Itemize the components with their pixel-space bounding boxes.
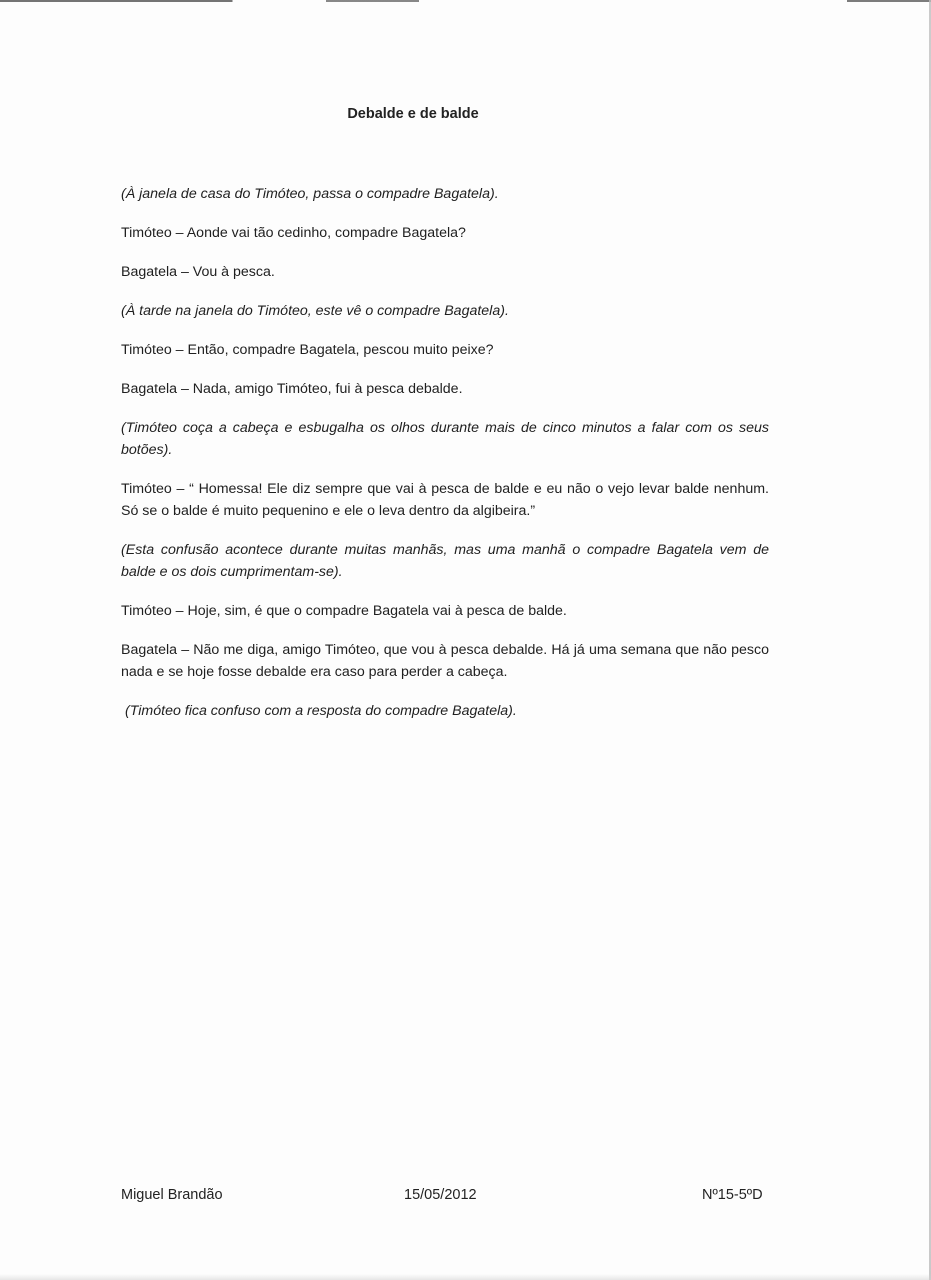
stage-direction: (À janela de casa do Timóteo, passa o compadre Bagatela). — [121, 186, 499, 202]
dialogue-line: Bagatela – Vou à pesca. — [121, 264, 275, 280]
stage-direction: (Esta confusão acontece durante muitas manhãs, mas uma manhã o compadre Bagatela vem de balde e os dois cumprimentam-se). — [121, 542, 769, 580]
scan-edge-bottom — [0, 1274, 931, 1280]
dialogue-line: Timóteo – “ Homessa! Ele diz sempre que vai à pesca de balde e eu não o vejo levar balde nenhum. Só se o balde é muito pequenino e ele o leva dentro da algibeira.” — [121, 481, 769, 519]
footer-class-number: Nº15-5ºD — [702, 1187, 763, 1203]
dialogue-line: Timóteo – Então, compadre Bagatela, pescou muito peixe? — [121, 342, 494, 358]
footer-author: Miguel Brandão — [121, 1187, 223, 1203]
footer-date: 15/05/2012 — [404, 1187, 477, 1203]
dialogue-line: Bagatela – Nada, amigo Timóteo, fui à pesca debalde. — [121, 381, 463, 397]
document-body — [121, 183, 769, 739]
dialogue-line: Timóteo – Aonde vai tão cedinho, compadre Bagatela? — [121, 225, 466, 241]
stage-direction: (Timóteo coça a cabeça e esbugalha os olhos durante mais de cinco minutos a falar com os seus botões). — [121, 420, 769, 458]
scan-edge-top — [0, 0, 931, 2]
document-title: Debalde e de balde — [347, 106, 479, 122]
dialogue-line: Bagatela – Não me diga, amigo Timóteo, que vou à pesca debalde. Há já uma semana que não pesco nada e se hoje fosse debalde era caso para perder a cabeça. — [121, 642, 769, 680]
stage-direction: (À tarde na janela do Timóteo, este vê o compadre Bagatela). — [121, 303, 509, 319]
dialogue-line: Timóteo – Hoje, sim, é que o compadre Bagatela vai à pesca de balde. — [121, 603, 567, 619]
stage-direction: (Timóteo fica confuso com a resposta do compadre Bagatela). — [125, 703, 517, 719]
